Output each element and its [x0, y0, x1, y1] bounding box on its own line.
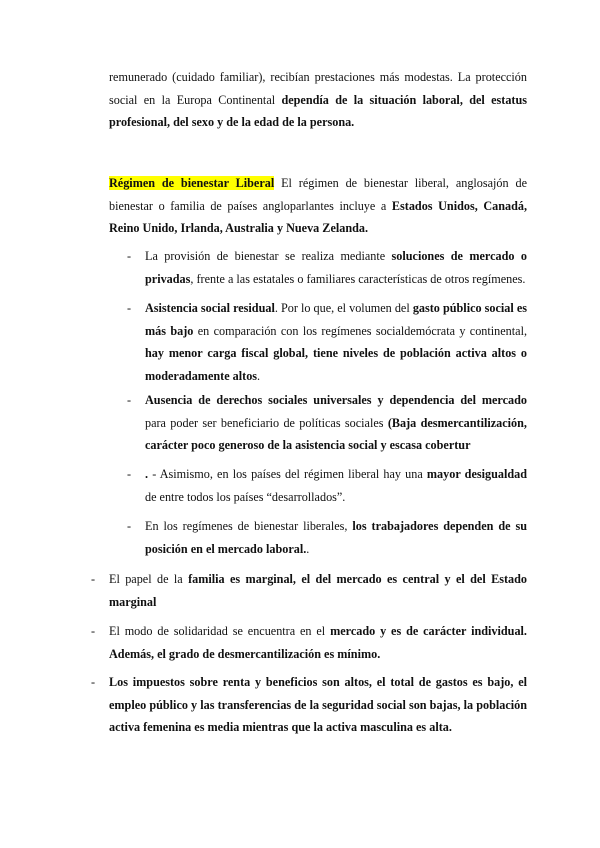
text-run: , frente a las estatales o familiares características de otros regímenes. [190, 271, 526, 286]
bold-run: mercado y es de carácter individual. Además, el grado de desmercantilización es mínimo. [109, 624, 527, 661]
bold-run: familia es marginal, el del mercado es central y el del Estado marginal [109, 572, 527, 609]
list-dash: - [91, 572, 96, 586]
bold-run: (Baja desmercantilización, carácter poco generoso de la asistencia social y escasa cobertur [145, 415, 527, 452]
list-item-text [109, 568, 527, 613]
list-item [127, 515, 527, 560]
intro-bold: dependía de la situación laboral, del estatus profesional, del sexo y de la edad de la persona. [109, 92, 527, 129]
list-item-text [145, 389, 527, 457]
text-run: La provisión de bienestar se realiza mediante [145, 249, 392, 263]
bold-run: Los impuestos sobre renta y beneficios son altos, el total de gastos es bajo, el empleo público y las transferencias de la seguridad social son bajas, la población activa femenina es media mientras que la activa masculina es alta. [109, 675, 527, 734]
bold-run: soluciones de mercado o privadas [145, 249, 527, 286]
bold-run: hay menor carga fiscal global, tiene niveles de población activa altos o moderadamente altos [145, 346, 527, 383]
list-item [91, 568, 527, 613]
bold-run: gasto público social es más bajo [145, 301, 527, 338]
list-item-text [145, 245, 527, 290]
list-item [91, 671, 527, 739]
list-item [127, 463, 527, 508]
text-run: . [257, 368, 261, 383]
list-dash: - [91, 675, 96, 689]
text-run: . [306, 541, 310, 556]
bold-run: . [145, 467, 153, 481]
list-item-text [109, 671, 527, 739]
list-dash: - [127, 393, 132, 407]
text-run: El modo de solidaridad se encuentra en el [109, 624, 331, 638]
text-run: en comparación con los regímenes socialdemócrata y continental, [193, 323, 528, 338]
intro-paragraph [109, 66, 527, 134]
list-item [127, 389, 527, 457]
text-run: El papel de la [109, 572, 189, 586]
liberal-paragraph [109, 172, 527, 240]
list-dash: - [127, 301, 132, 315]
bold-run: los trabajadores dependen de su posición en el mercado laboral. [145, 519, 527, 556]
liberal-text: El régimen de bienestar liberal, anglosajón de bienestar o familia de países angloparlantes incluye a [109, 176, 527, 213]
list-dash: - [127, 519, 132, 533]
list-dash: - [127, 249, 132, 263]
list-item [91, 620, 527, 665]
bold-run: Ausencia de derechos sociales universales y dependencia del mercado [145, 393, 527, 407]
list-item-text [145, 515, 527, 560]
liberal-heading: Régimen de bienestar Liberal [109, 176, 275, 190]
list-dash: - [91, 624, 96, 638]
list-dash: - [127, 467, 132, 481]
text-run: - Asimismo, en los países del régimen liberal hay una [152, 467, 427, 481]
text-run: de entre todos los países “desarrollados”. [145, 489, 346, 504]
text-run: . Por lo que, el volumen del [274, 301, 413, 315]
text-run: En los regímenes de bienestar liberales, [145, 519, 353, 533]
list-item-text [109, 620, 527, 665]
bold-run: Asistencia social residual [145, 301, 275, 315]
list-item-text [145, 297, 527, 387]
intro-text: remunerado (cuidado familiar), recibían prestaciones más modestas. La protección social en la Europa Continental [109, 70, 527, 107]
text-run: para poder ser beneficiario de políticas sociales [145, 415, 388, 430]
liberal-countries: Estados Unidos, Canadá, Reino Unido, Irlanda, Australia y Nueva Zelanda. [109, 198, 528, 235]
bold-run: mayor desigualdad [426, 467, 527, 481]
list-item [127, 245, 527, 290]
list-item [127, 297, 527, 387]
list-item-text [145, 463, 527, 508]
